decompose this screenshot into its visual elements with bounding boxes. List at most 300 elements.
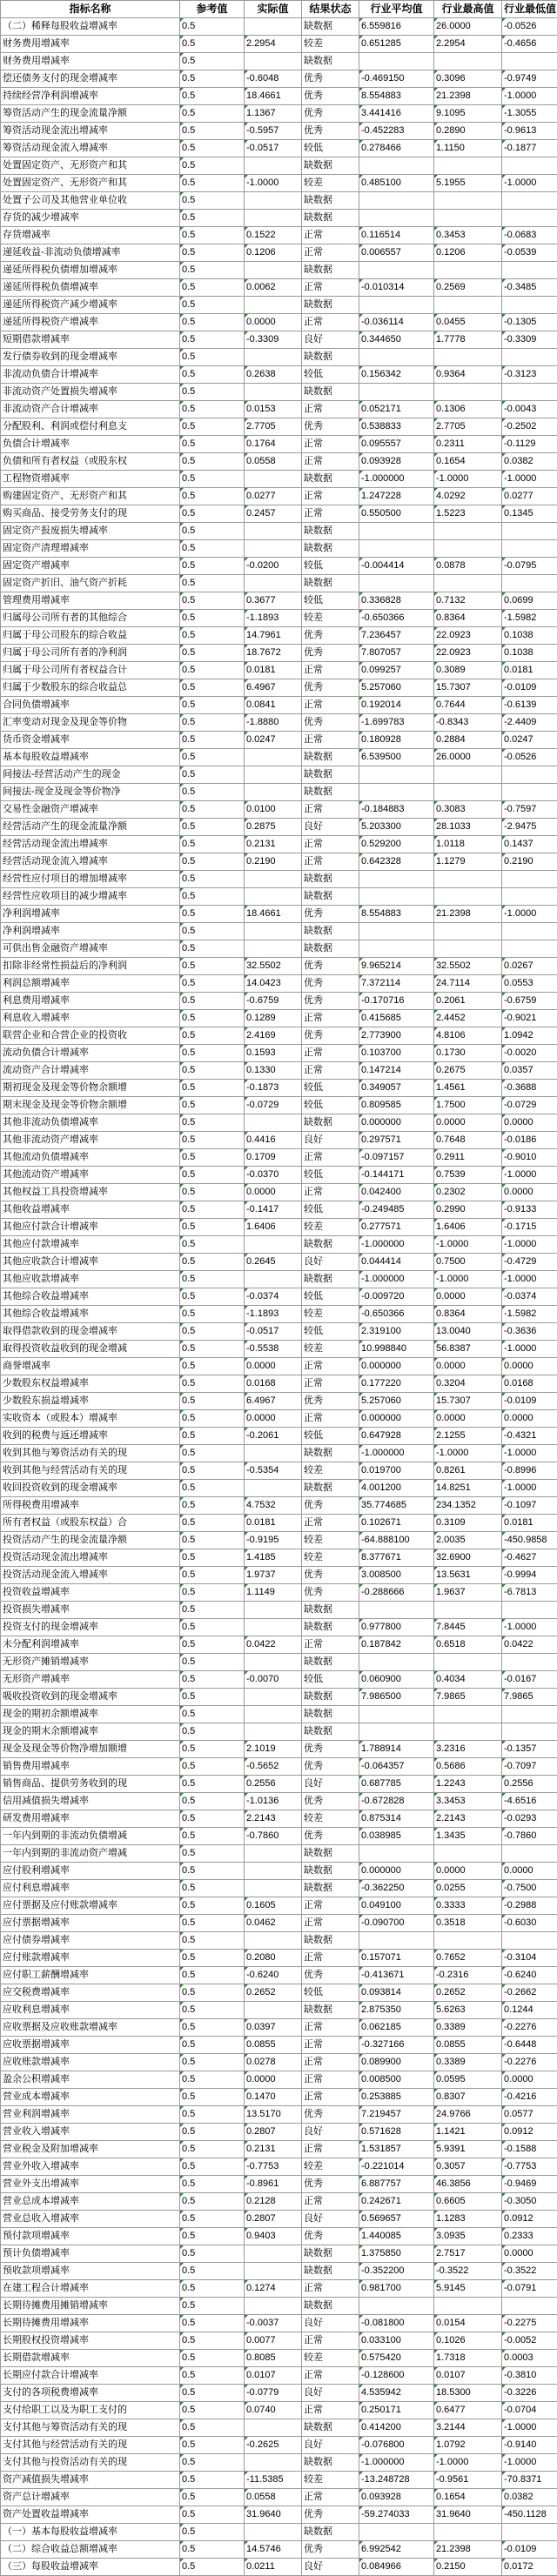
table-row: [1, 2506, 557, 2524]
cell-actual-value: 0.2128: [245, 2193, 302, 2211]
cell-industry-max: [434, 1706, 502, 1723]
cell-result-status: 正常: [302, 453, 359, 471]
cell-indicator-name: 筹资活动现金流出增减率: [1, 123, 180, 140]
cell-indicator-name: 非流动资产合计增减率: [1, 401, 180, 418]
cell-industry-min: 0.2333: [502, 2228, 557, 2245]
cell-result-status: 正常: [302, 488, 359, 505]
cell-reference-value: 0.5: [180, 2524, 245, 2541]
cell-result-status: 缺数据: [302, 210, 359, 227]
cell-industry-min: -0.3688: [502, 1080, 557, 1097]
cell-industry-average: 0.000000: [359, 1863, 434, 1880]
cell-result-status: 良好: [302, 819, 359, 836]
cell-result-status: 正常: [302, 2280, 359, 2298]
cell-industry-average: -59.274033: [359, 2506, 434, 2524]
cell-result-status: 正常: [302, 1010, 359, 1027]
cell-reference-value: 0.5: [180, 366, 245, 384]
cell-reference-value: 0.5: [180, 2419, 245, 2437]
cell-reference-value: 0.5: [180, 1375, 245, 1393]
cell-industry-average: [359, 1706, 434, 1723]
cell-industry-average: 8.554883: [359, 88, 434, 105]
cell-industry-average: -0.128600: [359, 2367, 434, 2385]
cell-result-status: 缺数据: [302, 2524, 359, 2541]
cell-indicator-name: 经营活动现金流入增减率: [1, 853, 180, 871]
cell-industry-min: -0.2988: [502, 1897, 557, 1915]
cell-industry-min: -0.0374: [502, 1288, 557, 1306]
cell-actual-value: 0.1605: [245, 1897, 302, 1915]
table-row: [1, 175, 557, 192]
cell-actual-value: [245, 1480, 302, 1497]
cell-industry-average: -0.064357: [359, 1758, 434, 1776]
cell-result-status: 缺数据: [302, 940, 359, 958]
cell-industry-average: [359, 1654, 434, 1671]
cell-reference-value: 0.5: [180, 2350, 245, 2367]
cell-industry-max: 32.6900: [434, 1549, 502, 1567]
cell-industry-min: -1.0000: [502, 471, 557, 488]
cell-industry-min: -0.7097: [502, 1758, 557, 1776]
cell-industry-min: -0.2502: [502, 418, 557, 436]
cell-result-status: 缺数据: [302, 766, 359, 784]
cell-industry-max: 2.7705: [434, 418, 502, 436]
cell-industry-average: -0.352200: [359, 2263, 434, 2280]
cell-actual-value: 0.2645: [245, 1254, 302, 1271]
cell-result-status: 缺数据: [302, 1602, 359, 1619]
cell-indicator-name: 销售商品、提供劳务收到的现: [1, 1776, 180, 1793]
cell-industry-average: 0.809585: [359, 1097, 434, 1114]
cell-industry-min: [502, 766, 557, 784]
cell-actual-value: [245, 297, 302, 314]
cell-result-status: 正常: [302, 2367, 359, 2385]
table-row: [1, 314, 557, 331]
cell-indicator-name: 递延所得税负债增减率: [1, 279, 180, 297]
cell-result-status: 正常: [302, 853, 359, 871]
cell-reference-value: 0.5: [180, 1636, 245, 1654]
cell-actual-value: [245, 1845, 302, 1863]
cell-industry-max: 56.8387: [434, 1341, 502, 1358]
cell-actual-value: 0.0397: [245, 2019, 302, 2037]
cell-industry-max: [434, 871, 502, 888]
cell-indicator-name: 工程物资增减率: [1, 471, 180, 488]
cell-industry-average: 5.203300: [359, 819, 434, 836]
cell-reference-value: 0.5: [180, 453, 245, 471]
cell-industry-max: 21.2398: [434, 2541, 502, 2559]
cell-actual-value: -0.8961: [245, 2176, 302, 2193]
cell-result-status: 缺数据: [302, 2002, 359, 2019]
cell-industry-average: 0.192014: [359, 697, 434, 714]
cell-reference-value: 0.5: [180, 993, 245, 1010]
cell-indicator-name: 固定资产报废损失增减率: [1, 523, 180, 540]
cell-industry-min: -0.7500: [502, 1880, 557, 1897]
cell-indicator-name: 交易性金融资产增减率: [1, 801, 180, 819]
cell-indicator-name: 一年内到期的非流动资产增减: [1, 1845, 180, 1863]
cell-industry-average: 3.441416: [359, 105, 434, 123]
cell-reference-value: 0.5: [180, 784, 245, 801]
cell-industry-average: 0.006557: [359, 244, 434, 262]
table-row: [1, 140, 557, 157]
cell-actual-value: [245, 1236, 302, 1254]
cell-reference-value: 0.5: [180, 279, 245, 297]
cell-industry-min: -2.9475: [502, 819, 557, 836]
cell-industry-max: 0.2150: [434, 2559, 502, 2576]
cell-reference-value: 0.5: [180, 1219, 245, 1236]
cell-result-status: 缺数据: [302, 18, 359, 36]
cell-industry-min: 0.0553: [502, 975, 557, 993]
cell-industry-average: 0.642328: [359, 853, 434, 871]
cell-indicator-name: 支付给职工以及为职工支付的: [1, 2402, 180, 2419]
cell-reference-value: 0.5: [180, 471, 245, 488]
cell-industry-min: [502, 2298, 557, 2315]
cell-actual-value: 0.2638: [245, 366, 302, 384]
cell-reference-value: 0.5: [180, 2472, 245, 2489]
cell-industry-min: -0.2275: [502, 2315, 557, 2332]
cell-indicator-name: 实收资本（或股本）增减率: [1, 1410, 180, 1428]
cell-indicator-name: 应付票据增减率: [1, 1915, 180, 1932]
cell-industry-max: 2.7517: [434, 2245, 502, 2263]
table-row: [1, 1254, 557, 1271]
cell-result-status: 优秀: [302, 958, 359, 975]
cell-actual-value: -0.2625: [245, 2437, 302, 2454]
cell-actual-value: 0.2807: [245, 2124, 302, 2141]
cell-actual-value: [245, 784, 302, 801]
cell-industry-max: 0.0595: [434, 2071, 502, 2089]
cell-result-status: 正常: [302, 2054, 359, 2071]
cell-actual-value: -0.7860: [245, 1828, 302, 1845]
table-row: [1, 1184, 557, 1201]
table-row: [1, 1828, 557, 1845]
table-row: [1, 70, 557, 88]
cell-industry-max: 2.4452: [434, 1010, 502, 1027]
cell-indicator-name: 合同负债增减率: [1, 697, 180, 714]
cell-reference-value: 0.5: [180, 1114, 245, 1132]
cell-indicator-name: 归属于母公司股东的综合收益: [1, 627, 180, 645]
table-row: [1, 610, 557, 627]
cell-industry-min: -0.0293: [502, 1810, 557, 1828]
column-header-actual-value: 实际值: [245, 1, 302, 18]
cell-indicator-name: 应付票据及应付账款增减率: [1, 1897, 180, 1915]
cell-result-status: 较低: [302, 1167, 359, 1184]
cell-result-status: 正常: [302, 732, 359, 749]
cell-industry-min: 0.0382: [502, 453, 557, 471]
cell-actual-value: 0.0422: [245, 1636, 302, 1654]
cell-industry-min: -0.7860: [502, 1828, 557, 1845]
cell-indicator-name: 筹资活动现金流入增减率: [1, 140, 180, 157]
cell-industry-max: 18.5300: [434, 2385, 502, 2402]
cell-indicator-name: 利息收入增减率: [1, 1010, 180, 1027]
table-row: [1, 2089, 557, 2106]
cell-actual-value: 0.0168: [245, 1375, 302, 1393]
cell-industry-min: -0.4216: [502, 2089, 557, 2106]
cell-industry-average: -0.009720: [359, 1288, 434, 1306]
cell-industry-max: 0.7132: [434, 592, 502, 610]
cell-industry-max: 1.0792: [434, 2437, 502, 2454]
cell-industry-min: 0.0000: [502, 2071, 557, 2089]
cell-result-status: 优秀: [302, 2541, 359, 2559]
cell-result-status: 优秀: [302, 1741, 359, 1758]
cell-indicator-name: 投资收益增减率: [1, 1584, 180, 1602]
cell-industry-max: 2.2954: [434, 36, 502, 53]
cell-industry-average: 0.336828: [359, 592, 434, 610]
cell-industry-min: 0.0912: [502, 2124, 557, 2141]
cell-industry-max: 0.8364: [434, 1306, 502, 1323]
cell-industry-average: 8.377671: [359, 1549, 434, 1567]
cell-indicator-name: 筹资活动产生的现金流量净额: [1, 105, 180, 123]
cell-result-status: 优秀: [302, 2176, 359, 2193]
table-row: [1, 1689, 557, 1706]
cell-reference-value: 0.5: [180, 1828, 245, 1845]
cell-indicator-name: 营业总收入增减率: [1, 2211, 180, 2228]
cell-industry-average: -13.248728: [359, 2472, 434, 2489]
cell-industry-average: [359, 523, 434, 540]
cell-industry-min: -0.3104: [502, 1950, 557, 1967]
cell-industry-min: [502, 349, 557, 366]
table-row: [1, 192, 557, 210]
cell-industry-average: 0.019700: [359, 1462, 434, 1480]
cell-reference-value: 0.5: [180, 540, 245, 558]
cell-indicator-name: 货币资金增减率: [1, 732, 180, 749]
cell-industry-min: 0.0267: [502, 958, 557, 975]
cell-industry-max: 4.8106: [434, 1027, 502, 1045]
table-row: [1, 923, 557, 940]
cell-industry-max: 2.1255: [434, 1428, 502, 1445]
cell-result-status: 正常: [302, 2402, 359, 2419]
cell-reference-value: 0.5: [180, 2176, 245, 2193]
table-row: [1, 2489, 557, 2506]
cell-actual-value: -0.0200: [245, 558, 302, 575]
cell-reference-value: 0.5: [180, 2559, 245, 2576]
cell-result-status: 正常: [302, 662, 359, 679]
table-row: [1, 88, 557, 105]
cell-actual-value: [245, 540, 302, 558]
cell-indicator-name: 存货的减少增减率: [1, 210, 180, 227]
cell-actual-value: -0.0779: [245, 2385, 302, 2402]
table-row: [1, 2367, 557, 2385]
table-row: [1, 2158, 557, 2176]
cell-actual-value: 0.1764: [245, 436, 302, 453]
cell-result-status: 优秀: [302, 1567, 359, 1584]
cell-industry-max: [434, 262, 502, 279]
cell-reference-value: 0.5: [180, 940, 245, 958]
cell-industry-max: 0.3389: [434, 2054, 502, 2071]
cell-industry-max: [434, 157, 502, 175]
table-row: [1, 2176, 557, 2193]
cell-result-status: 正常: [302, 1636, 359, 1654]
cell-industry-min: 0.0912: [502, 2211, 557, 2228]
cell-actual-value: -0.5652: [245, 1758, 302, 1776]
cell-result-status: 缺数据: [302, 1845, 359, 1863]
cell-industry-min: 1.0942: [502, 1027, 557, 1045]
cell-industry-max: 0.3204: [434, 1375, 502, 1393]
cell-industry-max: [434, 1602, 502, 1619]
cell-indicator-name: 归属母公司所有者的其他综合: [1, 610, 180, 627]
cell-reference-value: 0.5: [180, 2019, 245, 2037]
cell-result-status: 正常: [302, 2193, 359, 2211]
cell-industry-max: 0.7648: [434, 1132, 502, 1149]
cell-industry-average: -0.650366: [359, 610, 434, 627]
cell-industry-max: 0.2990: [434, 1201, 502, 1219]
cell-industry-average: [359, 157, 434, 175]
cell-indicator-name: 收到的税费与返还增减率: [1, 1428, 180, 1445]
cell-reference-value: 0.5: [180, 1706, 245, 1723]
cell-industry-average: -0.413671: [359, 1967, 434, 1984]
table-row: [1, 331, 557, 349]
cell-indicator-name: 期初现金及现金等价物余额增: [1, 1080, 180, 1097]
cell-industry-min: -0.3485: [502, 279, 557, 297]
table-row: [1, 1149, 557, 1167]
cell-indicator-name: （三）每股收益增减率: [1, 2559, 180, 2576]
cell-indicator-name: 支付其他与筹资活动有关的现: [1, 2419, 180, 2437]
cell-industry-min: -1.0000: [502, 1271, 557, 1288]
table-header-row: [1, 1, 557, 18]
cell-reference-value: 0.5: [180, 627, 245, 645]
cell-industry-min: -0.0539: [502, 244, 557, 262]
column-header-industry-max: 行业最高值: [434, 1, 502, 18]
cell-reference-value: 0.5: [180, 192, 245, 210]
cell-reference-value: 0.5: [180, 1393, 245, 1410]
table-row: [1, 1167, 557, 1184]
cell-actual-value: -0.0070: [245, 1671, 302, 1689]
cell-actual-value: 1.1149: [245, 1584, 302, 1602]
cell-actual-value: 0.0077: [245, 2332, 302, 2350]
cell-reference-value: 0.5: [180, 2541, 245, 2559]
cell-reference-value: 0.5: [180, 1306, 245, 1323]
cell-result-status: 正常: [302, 279, 359, 297]
cell-result-status: 优秀: [302, 645, 359, 662]
cell-industry-min: 0.0382: [502, 2489, 557, 2506]
cell-industry-min: [502, 2524, 557, 2541]
cell-actual-value: [245, 1932, 302, 1950]
cell-actual-value: 0.8085: [245, 2350, 302, 2367]
cell-industry-min: -1.0000: [502, 88, 557, 105]
cell-actual-value: [245, 210, 302, 227]
table-row: [1, 1723, 557, 1741]
cell-result-status: 优秀: [302, 70, 359, 88]
table-row: [1, 2437, 557, 2454]
cell-industry-average: -0.327166: [359, 2037, 434, 2054]
cell-reference-value: 0.5: [180, 1480, 245, 1497]
cell-industry-max: 3.2316: [434, 1741, 502, 1758]
cell-industry-average: -0.144171: [359, 1167, 434, 1184]
cell-industry-max: 1.4561: [434, 1080, 502, 1097]
cell-industry-min: -0.6448: [502, 2037, 557, 2054]
cell-industry-average: 0.000000: [359, 1114, 434, 1132]
cell-result-status: 正常: [302, 697, 359, 714]
column-header-indicator-name: 指标名称: [1, 1, 180, 18]
cell-industry-average: [359, 1845, 434, 1863]
cell-actual-value: 0.1470: [245, 2089, 302, 2106]
cell-industry-average: -0.650366: [359, 1306, 434, 1323]
cell-industry-min: -0.0729: [502, 1097, 557, 1114]
cell-industry-min: [502, 923, 557, 940]
cell-actual-value: [245, 262, 302, 279]
cell-industry-min: -0.7597: [502, 801, 557, 819]
cell-reference-value: 0.5: [180, 1515, 245, 1532]
cell-industry-average: 0.242671: [359, 2193, 434, 2211]
cell-industry-min: 0.0422: [502, 1636, 557, 1654]
cell-reference-value: 0.5: [180, 262, 245, 279]
cell-result-status: 缺数据: [302, 2298, 359, 2315]
cell-actual-value: 0.0740: [245, 2402, 302, 2419]
cell-industry-max: 1.7318: [434, 2350, 502, 2367]
cell-reference-value: 0.5: [180, 575, 245, 592]
cell-industry-min: -0.3226: [502, 2385, 557, 2402]
cell-result-status: 良好: [302, 1254, 359, 1271]
cell-reference-value: 0.5: [180, 2332, 245, 2350]
table-row: [1, 1288, 557, 1306]
cell-industry-min: 0.1038: [502, 627, 557, 645]
cell-result-status: 较差: [302, 1810, 359, 1828]
cell-actual-value: 4.7532: [245, 1497, 302, 1515]
cell-industry-max: 0.1730: [434, 1045, 502, 1062]
cell-actual-value: 0.0153: [245, 401, 302, 418]
table-row: [1, 627, 557, 645]
table-row: [1, 1306, 557, 1323]
cell-indicator-name: 其他非流动负债增减率: [1, 1114, 180, 1132]
table-row: [1, 1549, 557, 1567]
column-header-reference-value: 参考值: [180, 1, 245, 18]
cell-industry-average: 0.033100: [359, 2332, 434, 2350]
cell-actual-value: 0.0278: [245, 2054, 302, 2071]
cell-actual-value: [245, 1723, 302, 1741]
cell-indicator-name: 扣除非经常性损益后的净利润: [1, 958, 180, 975]
table-body: [1, 18, 557, 2576]
cell-industry-min: -0.0186: [502, 1132, 557, 1149]
cell-actual-value: -0.1417: [245, 1201, 302, 1219]
cell-indicator-name: 资产处置收益增减率: [1, 2506, 180, 2524]
cell-reference-value: 0.5: [180, 871, 245, 888]
cell-reference-value: 0.5: [180, 1932, 245, 1950]
table-row: [1, 1045, 557, 1062]
cell-actual-value: 14.0423: [245, 975, 302, 993]
cell-reference-value: 0.5: [180, 1671, 245, 1689]
cell-actual-value: 0.0181: [245, 662, 302, 679]
cell-actual-value: -1.1893: [245, 1306, 302, 1323]
cell-industry-average: -0.097157: [359, 1149, 434, 1167]
cell-actual-value: 0.2457: [245, 505, 302, 523]
cell-industry-average: 0.187842: [359, 1636, 434, 1654]
cell-industry-average: -0.036114: [359, 314, 434, 331]
cell-industry-max: 31.9640: [434, 2506, 502, 2524]
cell-reference-value: 0.5: [180, 401, 245, 418]
cell-industry-max: 5.9391: [434, 2141, 502, 2158]
cell-indicator-name: 固定资产清理增减率: [1, 540, 180, 558]
cell-reference-value: 0.5: [180, 1341, 245, 1358]
table-row: [1, 2019, 557, 2037]
cell-indicator-name: 归属于母公司所有者权益合计: [1, 662, 180, 679]
table-row: [1, 958, 557, 975]
table-row: [1, 488, 557, 505]
cell-reference-value: 0.5: [180, 1897, 245, 1915]
cell-result-status: 正常: [302, 227, 359, 244]
cell-industry-average: 7.236457: [359, 627, 434, 645]
cell-reference-value: 0.5: [180, 610, 245, 627]
cell-indicator-name: 其他综合收益增减率: [1, 1306, 180, 1323]
cell-industry-average: 0.049100: [359, 1897, 434, 1915]
cell-industry-max: 0.2311: [434, 436, 502, 453]
cell-result-status: 优秀: [302, 1758, 359, 1776]
cell-reference-value: 0.5: [180, 2211, 245, 2228]
cell-industry-min: -0.6030: [502, 1915, 557, 1932]
cell-actual-value: [245, 923, 302, 940]
table-row: [1, 1097, 557, 1114]
cell-industry-average: 0.575420: [359, 2350, 434, 2367]
table-row: [1, 1375, 557, 1393]
cell-actual-value: 0.0062: [245, 279, 302, 297]
cell-result-status: 缺数据: [302, 1689, 359, 1706]
cell-actual-value: 0.2556: [245, 1776, 302, 1793]
cell-reference-value: 0.5: [180, 123, 245, 140]
cell-industry-average: 0.278466: [359, 140, 434, 157]
cell-industry-average: [359, 2524, 434, 2541]
table-row: [1, 523, 557, 540]
